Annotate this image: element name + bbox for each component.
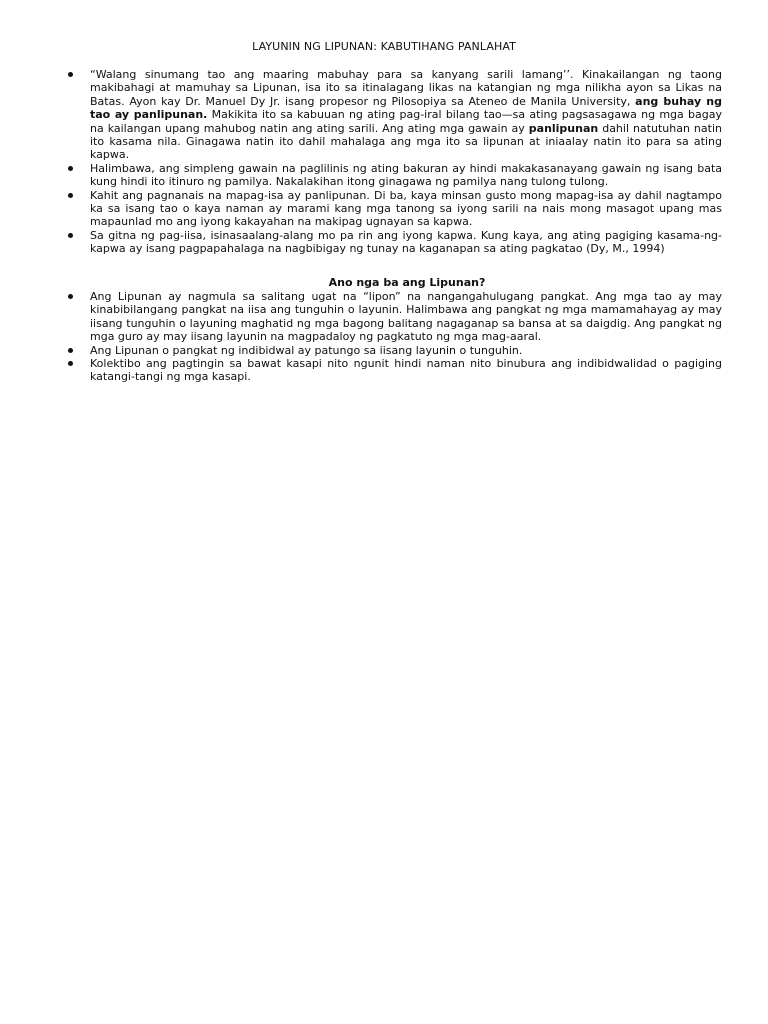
list-item [66,189,722,229]
emphasis-text: panlipunan [528,121,599,135]
section-heading: Ano nga ba ang Lipunan? [328,276,486,289]
list-item [66,344,722,357]
bullet-icon [68,294,73,299]
list-item [66,357,722,384]
paragraph-text: Kahit ang pagnanais na mapag-isa ay panlipunan. Di ba, kaya minsan gusto mong mapag-isa ay dahil nagtampo ka sa isang tao o kaya naman ay marami kang mga tanong sa iyong sarili na nais mong masagot upang mas mapaunlad mo ang iyong kakayahan na makipag ugnayan sa kapwa. [90,188,722,229]
paragraph-text: Sa gitna ng pag-iisa, isinasaalang-alang mo pa rin ang iyong kapwa. Kung kaya, ang ating pagiging kasama-ng-kapwa ay isang pagpapahalaga na nagbibigay ng tunay na kaganapan sa ating pagkatao (Dy, M., 1994) [90,228,722,256]
paragraph-text: Kolektibo ang pagtingin sa bawat kasapi nito ngunit hindi naman nito binubura ang indibidwalidad o pagiging katangi-tangi ng mga kasapi. [90,357,722,384]
list-item [66,229,722,256]
lipunan-section [66,290,722,384]
bullet-icon [68,233,73,238]
bullet-icon [68,361,73,366]
list-item [66,68,722,162]
paragraph-text: Ang Lipunan ay nagmula sa salitang ugat na “lipon” na nangangahulugang pangkat. Ang mga tao ay may kinabibilangang pangkat na iisa ang tunguhin o layunin. Halimbawa ang pangkat ng mga mamamahayag ay may iisang tunguhin o layuning maghatid ng mga bagong balitang nagaganap sa bansa at sa daigdig. Ang pangkat ng mga guro ay may iisang layunin na magpadaloy ng pagkatuto ng mga mag-aaral. [90,290,722,344]
emphasis-text: ang buhay ng tao ay panlipunan. [90,94,722,122]
paragraph-text: Halimbawa, ang simpleng gawain na paglilinis ng ating bakuran ay hindi makakasanayang gawain ng isang bata kung hindi ito itinuro ng pamilya. Nakalakihan itong ginagawa ng pamilya nang tulong tulong. [90,161,722,189]
paragraph-text: dahil natutuhan natin ito kasama nila. Ginagawa natin ito dahil mahalaga ang mga ito sa lipunan at iniaalay natin ito para sa ating kapwa. [90,121,722,162]
paragraph-text: “Walang sinumang tao ang maaring mabuhay para sa kanyang sarili lamang’’. Kinakailangan ng taong makibahagi at mamuhay sa Lipunan, isa ito sa itinalagang likas na katangian ng mga nilikha ayon sa Likas na Batas. Ayon kay Dr. Manuel Dy Jr. isang propesor ng Pilosopiya sa Ateneo de Manila University, [90,68,722,108]
paragraph-text: Ang Lipunan o pangkat ng indibidwal ay patungo sa iisang layunin o tunguhin. [90,343,523,357]
document-title: LAYUNIN NG LIPUNAN: KABUTIHANG PANLAHAT [252,40,516,53]
bullet-icon [68,348,73,353]
bullet-icon [68,193,73,198]
bullet-icon [68,72,73,77]
bullet-icon [68,166,73,171]
lipunan-bullet-list [66,290,722,384]
intro-section [66,68,722,256]
list-item [66,290,722,344]
list-item [66,162,722,189]
paragraph-text: Makikita ito sa kabuuan ng ating pag-iral bilang tao—sa ating pagsasagawa ng mga bagay na kailangan upang mahubog natin ang ating sarili. Ang ating mga gawain ay [90,108,722,135]
intro-bullet-list [66,68,722,256]
